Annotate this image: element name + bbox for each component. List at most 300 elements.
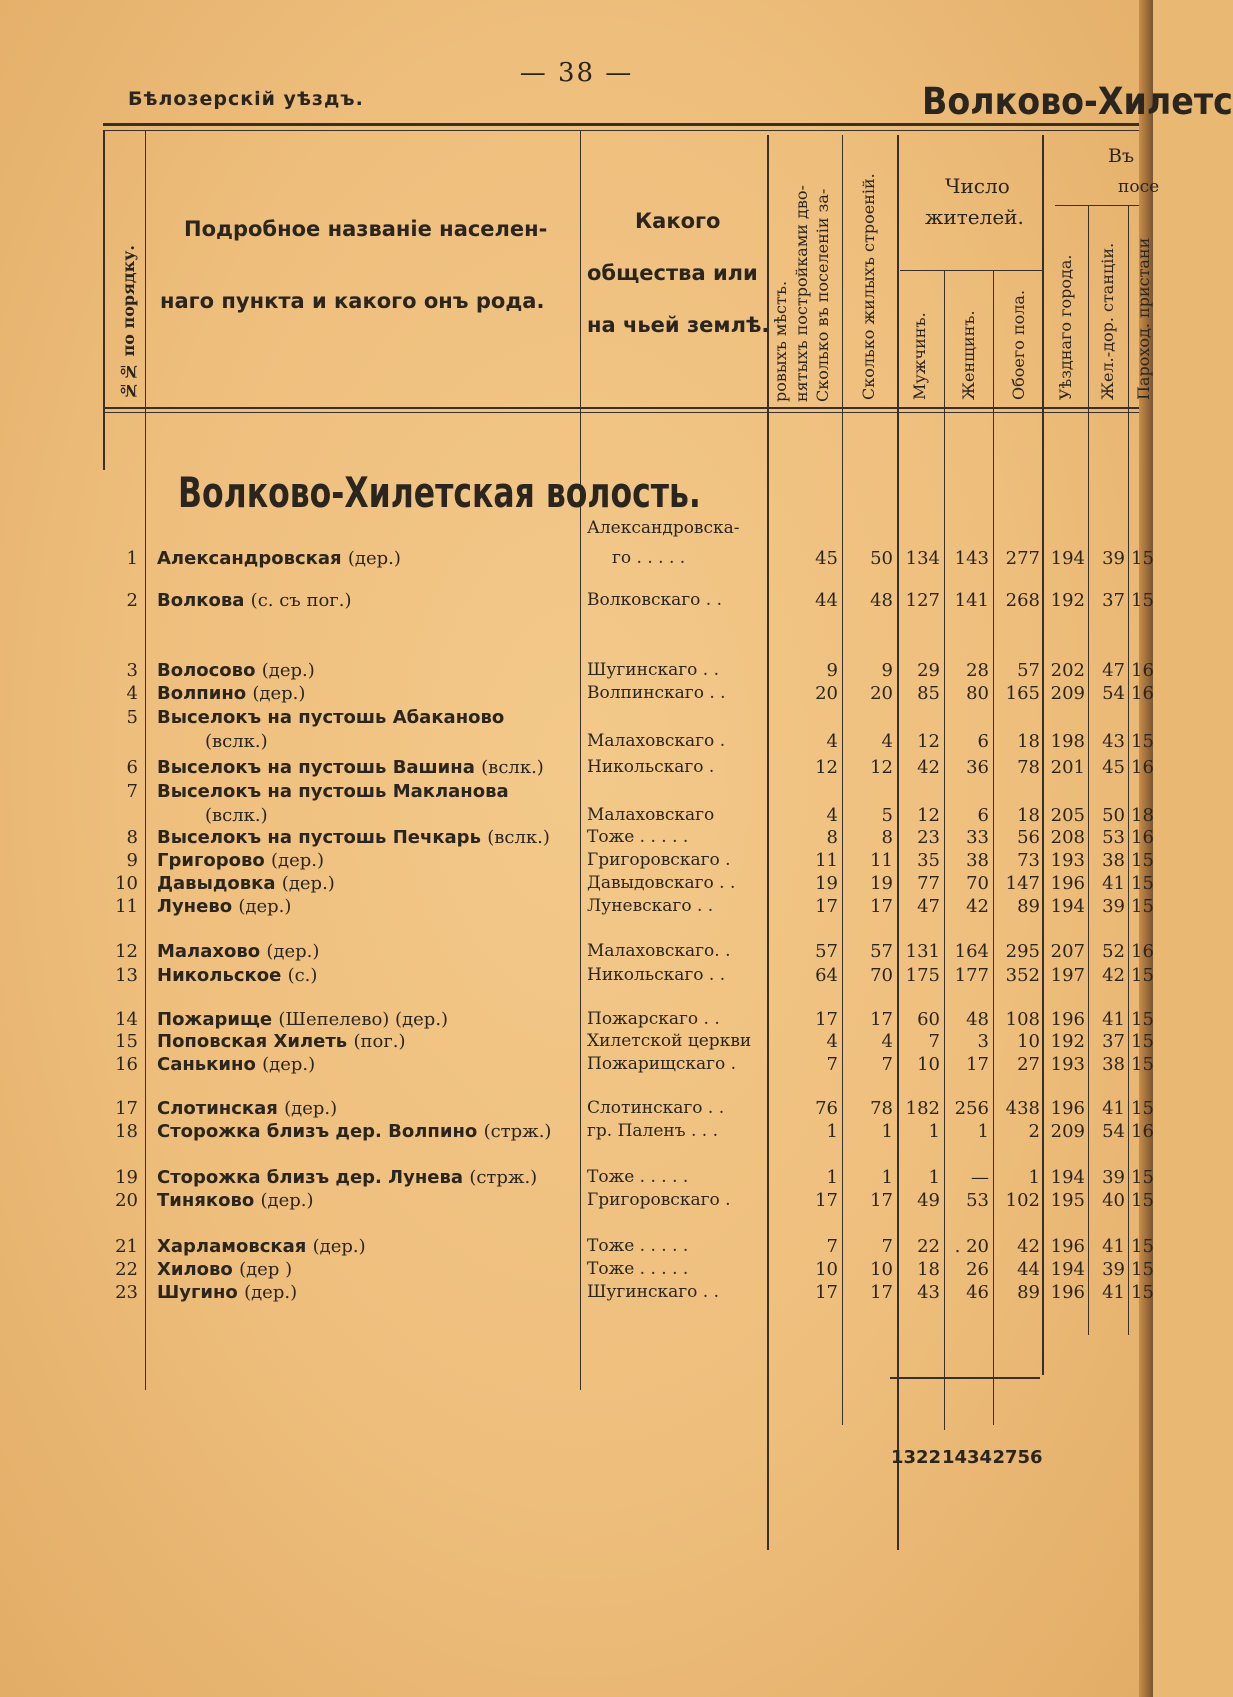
row-women: 6: [977, 731, 989, 752]
row-dist-rail: 50: [1102, 805, 1125, 826]
row-dist-town: 205: [1050, 805, 1085, 826]
row-both: 147: [1005, 873, 1040, 894]
row-society: Александровска-: [587, 518, 740, 538]
row-society: Никольскаго .: [587, 757, 715, 777]
row-both: 2: [1028, 1121, 1040, 1142]
header-both: Обоего пола.: [1009, 289, 1028, 400]
place-name: Пожарище: [157, 1009, 273, 1030]
row-yards: 4: [826, 1031, 838, 1052]
row-men: 10: [917, 1054, 940, 1075]
row-men: 23: [917, 827, 940, 848]
header-society-line2: общества или: [587, 261, 758, 285]
place-type: (стрж.): [483, 1121, 552, 1142]
row-both: 10: [1017, 1031, 1040, 1052]
row-society: Тоже . . . . .: [587, 827, 689, 847]
row-place-name: [157, 1054, 315, 1075]
row-women: 70: [966, 873, 989, 894]
row-men: 35: [917, 850, 940, 871]
row-men: 127: [905, 590, 940, 611]
row-both: 295: [1005, 941, 1040, 962]
row-women: 1: [977, 1121, 989, 1142]
place-type: (дер.): [284, 1098, 338, 1119]
residents-subrule: [900, 270, 1042, 271]
place-type: (дер.): [244, 1282, 298, 1303]
row-dist-rail: 42: [1102, 965, 1125, 986]
row-place-name: [157, 683, 305, 704]
header-households-3: Сколько въ поселеніи за-: [813, 188, 832, 402]
row-women: 6: [977, 805, 989, 826]
row-dist-rail: 39: [1102, 1259, 1125, 1280]
row-buildings: 70: [870, 965, 893, 986]
row-dist-rail: 41: [1102, 1098, 1125, 1119]
row-society: Слотинскаго . .: [587, 1098, 725, 1118]
header-residents-line1: Число: [945, 174, 1010, 198]
row-number: 9: [126, 850, 138, 871]
row-men: 1: [928, 1121, 940, 1142]
row-place-name: [157, 781, 509, 802]
col-line-both: [1042, 135, 1044, 1375]
row-women: 143: [954, 548, 989, 569]
row-dist-pier: 15: [1131, 590, 1154, 611]
place-type: (с. съ пог.): [250, 590, 352, 611]
place-name: Григорово: [157, 850, 265, 871]
row-buildings: 12: [870, 757, 893, 778]
left-border: [103, 130, 105, 470]
place-name: Выселокъ на пустошь Вашина: [157, 757, 475, 778]
row-number: 13: [115, 965, 138, 986]
place-name: Тиняково: [157, 1190, 255, 1211]
header-dist-pier: Пароход. пристани: [1134, 237, 1153, 400]
row-dist-rail: 41: [1102, 873, 1125, 894]
row-dist-town: 197: [1050, 965, 1085, 986]
row-yards: 4: [826, 805, 838, 826]
row-place-name: [157, 1098, 337, 1119]
row-both: 1: [1028, 1167, 1040, 1188]
place-name: Никольское: [157, 965, 282, 986]
row-both: 438: [1005, 1098, 1040, 1119]
row-dist-rail: 38: [1102, 850, 1125, 871]
place-type: (вслк.): [487, 827, 550, 848]
row-dist-rail: 39: [1102, 1167, 1125, 1188]
row-society: Тоже . . . . .: [587, 1259, 689, 1279]
row-number: 17: [115, 1098, 138, 1119]
row-buildings: 8: [881, 827, 893, 848]
row-buildings: 50: [870, 548, 893, 569]
place-type: (вслк.): [481, 757, 544, 778]
row-place-name: [157, 548, 401, 569]
row-men: 134: [905, 548, 940, 569]
row-men: 18: [917, 1259, 940, 1280]
row-men: 182: [905, 1098, 940, 1119]
row-women: 3: [977, 1031, 989, 1052]
row-yards: 8: [826, 827, 838, 848]
row-society: Григоровскаго .: [587, 850, 731, 870]
row-dist-town: 194: [1050, 896, 1085, 917]
row-yards: 76: [815, 1098, 838, 1119]
row-place-name: [157, 1121, 551, 1142]
row-dist-pier: 15: [1131, 1236, 1154, 1257]
row-men: 12: [917, 805, 940, 826]
header-men: Мужчинъ.: [910, 312, 929, 400]
row-dist-town: 193: [1050, 1054, 1085, 1075]
row-society: Тоже . . . . .: [587, 1167, 689, 1187]
row-yards: 64: [815, 965, 838, 986]
row-place-name: [157, 1031, 406, 1052]
row-dist-pier: 15: [1131, 965, 1154, 986]
total-women: 1434: [941, 1447, 993, 1468]
row-yards: 12: [815, 757, 838, 778]
row-buildings: 11: [870, 850, 893, 871]
row-dist-rail: 41: [1102, 1282, 1125, 1303]
row-yards: 57: [815, 941, 838, 962]
row-society: Малаховскаго .: [587, 731, 726, 751]
place-name: Выселокъ на пустошь Абаканово: [157, 707, 505, 728]
place-name: Поповская Хилеть: [157, 1031, 348, 1052]
row-yards: 1: [826, 1167, 838, 1188]
row-dist-rail: 40: [1102, 1190, 1125, 1211]
row-number: 7: [126, 781, 138, 802]
row-yards: 17: [815, 896, 838, 917]
row-place-name: [157, 1259, 292, 1280]
row-yards: 4: [826, 731, 838, 752]
row-buildings: 17: [870, 1190, 893, 1211]
row-place-name: [157, 1282, 297, 1303]
row-dist-pier: 16: [1131, 1121, 1154, 1142]
place-name: Лунево: [157, 896, 233, 917]
row-both: 18: [1017, 731, 1040, 752]
row-number: 21: [115, 1236, 138, 1257]
row-yards: 1: [826, 1121, 838, 1142]
place-name: Санькино: [157, 1054, 256, 1075]
row-men: 49: [917, 1190, 940, 1211]
row-dist-pier: 15: [1131, 1282, 1154, 1303]
row-number: 18: [115, 1121, 138, 1142]
col-line-society: [767, 135, 769, 1550]
row-dist-pier: 18: [1131, 805, 1154, 826]
row-women: 53: [966, 1190, 989, 1211]
row-place-name: [157, 707, 504, 728]
row-dist-pier: 15: [1131, 1167, 1154, 1188]
place-type: (дер.): [238, 896, 292, 917]
row-place-name: [157, 660, 315, 681]
place-type: (Шепелево) (дер.): [278, 1009, 449, 1030]
row-dist-town: 196: [1050, 1098, 1085, 1119]
row-men: 12: [917, 731, 940, 752]
row-dist-town: 194: [1050, 1259, 1085, 1280]
row-both: 89: [1017, 1282, 1040, 1303]
row-both: 18: [1017, 805, 1040, 826]
row-both: 165: [1005, 683, 1040, 704]
row-buildings: 4: [881, 1031, 893, 1052]
header-dist-town: Уѣзднаго города.: [1056, 254, 1075, 400]
row-society: Пожарищскаго .: [587, 1054, 737, 1074]
row-buildings: 4: [881, 731, 893, 752]
row-dist-pier: 15: [1131, 1009, 1154, 1030]
place-name: Сторожка близъ дер. Лунева: [157, 1167, 464, 1188]
col-line-men: [944, 270, 945, 1430]
row-dist-pier: 15: [1131, 1190, 1154, 1211]
row-number: 4: [126, 683, 138, 704]
row-dist-pier: 15: [1131, 731, 1154, 752]
header-women: Женщинъ.: [959, 310, 978, 400]
header-distance-line1: Въ: [1108, 145, 1135, 167]
row-dist-pier: 16: [1131, 660, 1154, 681]
row-place-name: [157, 1009, 448, 1030]
row-men: 85: [917, 683, 940, 704]
row-dist-pier: 15: [1131, 896, 1154, 917]
place-type: (дер ): [239, 1259, 293, 1280]
row-women: —: [971, 1167, 989, 1188]
row-dist-town: 198: [1050, 731, 1085, 752]
row-both: 89: [1017, 896, 1040, 917]
row-buildings: 7: [881, 1236, 893, 1257]
row-men: 131: [905, 941, 940, 962]
place-type: (дер.): [271, 850, 325, 871]
row-women: 256: [954, 1098, 989, 1119]
row-buildings: 57: [870, 941, 893, 962]
row-number: 10: [115, 873, 138, 894]
row-dist-town: 194: [1050, 1167, 1085, 1188]
page-number: — 38 —: [519, 58, 634, 88]
row-place-name: [157, 1236, 366, 1257]
row-dist-town: 196: [1050, 1236, 1085, 1257]
row-society: Волковскаго . .: [587, 590, 722, 610]
place-type: (пог.): [353, 1031, 406, 1052]
header-society-line3: на чьей землѣ.: [587, 313, 770, 337]
row-dist-rail: 43: [1102, 731, 1125, 752]
row-men: 60: [917, 1009, 940, 1030]
row-dist-town: 193: [1050, 850, 1085, 871]
row-men: 1: [928, 1167, 940, 1188]
row-number: 20: [115, 1190, 138, 1211]
row-women: 38: [966, 850, 989, 871]
place-type: (дер.): [312, 1236, 366, 1257]
row-women: 42: [966, 896, 989, 917]
row-both: 73: [1017, 850, 1040, 871]
place-type: (дер.): [262, 1054, 316, 1075]
row-men: 175: [905, 965, 940, 986]
row-number: 11: [115, 896, 138, 917]
row-yards: 9: [826, 660, 838, 681]
row-women: 164: [954, 941, 989, 962]
row-buildings: 17: [870, 1009, 893, 1030]
row-society: Малаховскаго: [587, 805, 715, 825]
row-women: 33: [966, 827, 989, 848]
row-place-type-wrapped: (вслк.): [205, 731, 268, 752]
row-number: 6: [126, 757, 138, 778]
row-buildings: 20: [870, 683, 893, 704]
header-rule: [103, 407, 1139, 409]
row-dist-rail: 38: [1102, 1054, 1125, 1075]
row-both: 102: [1005, 1190, 1040, 1211]
row-both: 27: [1017, 1054, 1040, 1075]
row-society: Волпинскаго . .: [587, 683, 726, 703]
row-dist-rail: 39: [1102, 548, 1125, 569]
header-index: №№ по порядку.: [119, 245, 138, 400]
row-women: 48: [966, 1009, 989, 1030]
row-society-cont: го . . . . .: [612, 548, 686, 568]
row-both: 277: [1005, 548, 1040, 569]
row-women: 28: [966, 660, 989, 681]
row-society: Пожарскаго . .: [587, 1009, 720, 1029]
totals-rule: [890, 1377, 1040, 1379]
row-dist-rail: 47: [1102, 660, 1125, 681]
col-line-name: [580, 130, 581, 1390]
row-yards: 44: [815, 590, 838, 611]
row-women: . 20: [954, 1236, 989, 1257]
row-dist-rail: 37: [1102, 590, 1125, 611]
col-line-index: [145, 130, 146, 1390]
place-type: (дер.): [266, 941, 320, 962]
row-number: 19: [115, 1167, 138, 1188]
place-name: Выселокъ на пустошь Печкарь: [157, 827, 481, 848]
row-dist-pier: 16: [1131, 941, 1154, 962]
row-dist-rail: 39: [1102, 896, 1125, 917]
row-number: 12: [115, 941, 138, 962]
place-name: Выселокъ на пустошь Макланова: [157, 781, 509, 802]
row-society: Шугинскаго . .: [587, 1282, 720, 1302]
row-dist-town: 201: [1050, 757, 1085, 778]
row-dist-town: 192: [1050, 1031, 1085, 1052]
col-line-rail: [1128, 205, 1129, 1335]
row-place-name: [157, 1190, 314, 1211]
header-residents-line2: жителей.: [925, 205, 1024, 229]
row-buildings: 78: [870, 1098, 893, 1119]
top-rule-thin: [103, 130, 1139, 131]
header-distance-line2: посе: [1118, 177, 1160, 197]
row-number: 23: [115, 1282, 138, 1303]
total-men: 1322: [890, 1447, 942, 1468]
place-name: Волпино: [157, 683, 247, 704]
row-number: 8: [126, 827, 138, 848]
header-rule-thin: [103, 412, 1139, 413]
row-women: 177: [954, 965, 989, 986]
place-type: (с.): [287, 965, 318, 986]
row-both: 42: [1017, 1236, 1040, 1257]
row-women: 46: [966, 1282, 989, 1303]
row-dist-rail: 37: [1102, 1031, 1125, 1052]
row-men: 7: [928, 1031, 940, 1052]
row-dist-town: 196: [1050, 1009, 1085, 1030]
place-name: Сторожка близъ дер. Волпино: [157, 1121, 478, 1142]
row-dist-town: 196: [1050, 1282, 1085, 1303]
row-both: 352: [1005, 965, 1040, 986]
row-society: Хилетской церкви: [587, 1031, 752, 1051]
row-yards: 45: [815, 548, 838, 569]
row-dist-town: 196: [1050, 873, 1085, 894]
header-buildings: Сколько жилыхъ строеній.: [859, 173, 878, 400]
place-type: (стрж.): [469, 1167, 538, 1188]
row-buildings: 9: [881, 660, 893, 681]
row-place-name: [157, 873, 335, 894]
row-society: гр. Паленъ . . .: [587, 1121, 718, 1141]
place-name: Малахово: [157, 941, 261, 962]
county-heading: Бѣлозерскій уѣздъ.: [128, 88, 364, 110]
top-rule: [103, 123, 1139, 126]
row-society: Григоровскаго .: [587, 1190, 731, 1210]
row-men: 47: [917, 896, 940, 917]
row-yards: 7: [826, 1054, 838, 1075]
row-yards: 20: [815, 683, 838, 704]
row-yards: 19: [815, 873, 838, 894]
row-yards: 7: [826, 1236, 838, 1257]
row-society: Луневскаго . .: [587, 896, 714, 916]
row-women: 36: [966, 757, 989, 778]
row-dist-pier: 15: [1131, 1259, 1154, 1280]
row-place-name: [157, 757, 544, 778]
row-dist-town: 207: [1050, 941, 1085, 962]
row-dist-rail: 52: [1102, 941, 1125, 962]
place-name: Хилово: [157, 1259, 233, 1280]
row-men: 43: [917, 1282, 940, 1303]
header-households-2: нятыхъ постройками дво-: [792, 185, 811, 402]
row-place-name: [157, 965, 317, 986]
row-society: Тоже . . . . .: [587, 1236, 689, 1256]
row-number: 5: [126, 707, 138, 728]
row-dist-rail: 54: [1102, 1121, 1125, 1142]
row-both: 108: [1005, 1009, 1040, 1030]
place-type: (дер.): [261, 660, 315, 681]
row-buildings: 17: [870, 1282, 893, 1303]
row-buildings: 10: [870, 1259, 893, 1280]
row-place-name: [157, 590, 351, 611]
row-place-name: [157, 850, 324, 871]
place-type: (дер.): [260, 1190, 314, 1211]
total-both: 2756: [992, 1447, 1043, 1468]
row-both: 44: [1017, 1259, 1040, 1280]
place-name: Слотинская: [157, 1098, 278, 1119]
row-dist-pier: 15: [1131, 850, 1154, 871]
row-number: 15: [115, 1031, 138, 1052]
row-dist-pier: 16: [1131, 757, 1154, 778]
place-name: Александровская: [157, 548, 342, 569]
header-name-line2: наго пункта и какого онъ рода.: [160, 289, 545, 313]
row-dist-town: 192: [1050, 590, 1085, 611]
row-buildings: 17: [870, 896, 893, 917]
row-buildings: 7: [881, 1054, 893, 1075]
row-place-name: [157, 827, 550, 848]
row-both: 56: [1017, 827, 1040, 848]
row-both: 78: [1017, 757, 1040, 778]
row-dist-town: 202: [1050, 660, 1085, 681]
row-dist-rail: 53: [1102, 827, 1125, 848]
row-yards: 17: [815, 1190, 838, 1211]
row-dist-pier: 15: [1131, 1098, 1154, 1119]
row-women: 17: [966, 1054, 989, 1075]
row-men: 42: [917, 757, 940, 778]
row-dist-rail: 45: [1102, 757, 1125, 778]
row-women: 141: [954, 590, 989, 611]
place-name: Давыдовка: [157, 873, 276, 894]
row-buildings: 1: [881, 1167, 893, 1188]
row-buildings: 1: [881, 1121, 893, 1142]
row-women: 26: [966, 1259, 989, 1280]
col-line-yards: [842, 135, 843, 1425]
row-dist-pier: 16: [1131, 683, 1154, 704]
row-men: 29: [917, 660, 940, 681]
row-number: 2: [126, 590, 138, 611]
row-place-name: [157, 941, 319, 962]
row-buildings: 48: [870, 590, 893, 611]
section-title: Волково-Хилетская волость.: [178, 470, 701, 518]
row-place-type-wrapped: (вслк.): [205, 805, 268, 826]
place-name: Волосово: [157, 660, 256, 681]
row-dist-pier: 15: [1131, 873, 1154, 894]
row-dist-town: 195: [1050, 1190, 1085, 1211]
header-name-line1: Подробное названіе населен-: [184, 217, 548, 241]
row-dist-rail: 41: [1102, 1009, 1125, 1030]
row-buildings: 5: [881, 805, 893, 826]
